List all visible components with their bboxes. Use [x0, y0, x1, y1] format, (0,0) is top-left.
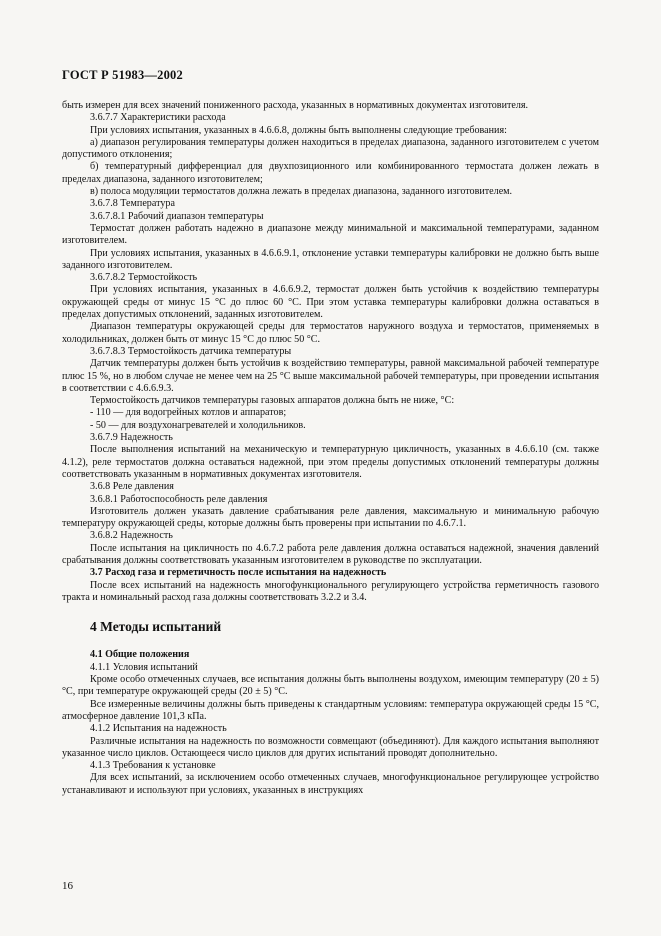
section-title: 4 Методы испытаний: [90, 619, 222, 635]
list-item: в) полоса модуляции термостатов должна лежать в пределах диапазона, заданного изготовителем.: [90, 186, 513, 198]
paragraph: После всех испытаний на надежность многофункционального регулирующего устройства герметичность газового тракта и номинальный расход газа должны соответствовать 3.2.2 и 3.4.: [62, 579, 599, 603]
list-item: а) диапазон регулирования температуры должен находиться в пределах диапазона, заданного изготовителем с учетом допустимого отклонения;: [62, 136, 599, 161]
paragraph: При условиях испытания, указанных в 4.6.6.9.1, отклонение уставки температуры калибровки не должно быть выше заданного изготовителем.: [62, 247, 599, 271]
clause-heading: 4.1.1 Условия испытаний: [90, 661, 198, 673]
clause-heading: 3.6.7.8.2 Термостойкость: [90, 272, 198, 284]
paragraph: При условиях испытания, указанных в 4.6.6.9.2, термостат должен быть устойчив к воздействию температуры окружающей среды от минус 15 °С до плюс 60 °С. При этом уставка температуры калибровки должна оставаться в пределах допустимых отклонений, заданных изготовителем.: [62, 284, 599, 321]
clause-heading: 3.6.7.8.3 Термостойкость датчика температуры: [90, 345, 292, 357]
clause-heading: 4.1.2 Испытания на надежность: [90, 723, 227, 735]
paragraph: Термостойкость датчиков температуры газовых аппаратов должна быть не ниже, °С:: [90, 395, 455, 407]
clause-heading: 3.6.7.7 Характеристики расхода: [90, 112, 226, 124]
subsection-heading: 3.7 Расход газа и герметичность после испытания на надежность: [90, 567, 387, 579]
clause-heading: 3.6.7.8 Температура: [90, 198, 175, 210]
clause-heading: 3.6.8 Реле давления: [90, 481, 174, 493]
list-item: - 50 — для воздухонагревателей и холодильников.: [90, 419, 306, 431]
paragraph: Датчик температуры должен быть устойчив к воздействию температуры, равной максимальной рабочей температуре плюс 15 %, но в любом случае не менее чем на 25 °С выше максимальной рабочей температуры, при проведении испытания в соответствии с 4.6.6.9.3.: [62, 358, 599, 394]
paragraph: Все измеренные величины должны быть приведены к стандартным условиям: температура окружающей среды 15 °С, атмосферное давление 101,3 кПа.: [62, 698, 599, 722]
paragraph: Термостат должен работать надежно в диапазоне между минимальной и максимальной температурами, заданном изготовителем.: [62, 222, 599, 247]
clause-heading: 3.6.7.9 Надежность: [90, 432, 173, 444]
paragraph: Изготовитель должен указать давление срабатывания реле давления, максимальную и минимальную рабочую температуру окружающей среды, которые должны быть проверены при испытании по 4.6.7.1.: [62, 505, 599, 530]
clause-heading: 4.1.3 Требования к установке: [90, 760, 216, 772]
paragraph: Кроме особо отмеченных случаев, все испытания должны быть выполнены воздухом, имеющим температуру (20 ± 5) °С, при температуре окружающей среды (20 ± 5) °С.: [62, 674, 599, 698]
page-body: [62, 100, 599, 797]
paragraph: быть измерен для всех значений пониженного расхода, указанных в нормативных документах изготовителя.: [62, 100, 529, 111]
paragraph: Для всех испытаний, за исключением особо отмеченных случаев, многофункциональное регулирующее устройство устанавливают и используют при условиях, указанных в инструкциях: [62, 772, 599, 796]
clause-heading: 3.6.7.8.1 Рабочий диапазон температуры: [90, 210, 264, 222]
list-item: - 110 — для водогрейных котлов и аппаратов;: [90, 407, 287, 419]
clause-heading: 3.6.8.1 Работоспособность реле давления: [90, 493, 268, 505]
paragraph: При условиях испытания, указанных в 4.6.6.8, должны быть выполнены следующие требования:: [90, 124, 507, 136]
paragraph: После испытания на цикличность по 4.6.7.2 работа реле давления должна оставаться надежной, значения давлений срабатывания должны соответствовать указанным изготовителем в руководстве по эксплуатации.: [62, 542, 599, 566]
paragraph: После выполнения испытаний на механическую и температурную цикличность, указанных в 4.6.6.10 (см. также 4.1.2), реле термостатов должна оставаться надежной, при этом пределы допустимых отклонений температуры должны соответствовать указанным в нормативных документах изготовителя.: [62, 444, 599, 480]
paragraph: Различные испытания на надежность по возможности совмещают (объединяют). Для каждого испытания выполняют указанное число циклов. Остающееся число циклов для других испытаний проводят дополнительно.: [62, 735, 599, 759]
paragraph: Диапазон температуры окружающей среды для термостатов наружного воздуха и термостатов, применяемых в холодильниках, должен быть от минус 15 °С до плюс 50 °С.: [62, 321, 599, 345]
page-number: 16: [62, 880, 73, 892]
subsection-heading: 4.1 Общие положения: [90, 649, 190, 661]
clause-heading: 3.6.8.2 Надежность: [90, 530, 173, 542]
list-item: б) температурный дифференциал для двухпозиционного или комбинированного термостата должен лежать в пределах диапазона, заданного изготовителем;: [62, 161, 599, 185]
document-header: ГОСТ Р 51983—2002: [62, 68, 183, 82]
